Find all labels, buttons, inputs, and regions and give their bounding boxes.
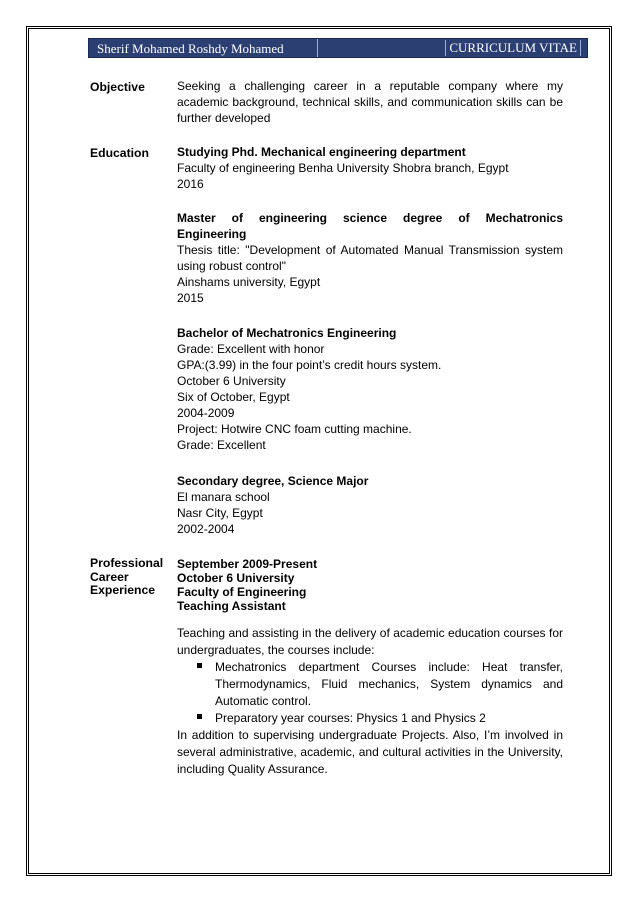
square-bullet-icon (197, 714, 202, 719)
experience-label-line1: Professional (90, 556, 164, 570)
header-bar (88, 38, 588, 58)
bachelor-university: October 6 University (177, 374, 286, 388)
objective-text: Seeking a challenging career in a reputable company where my academic background, technical skills, and communication skills can be further developed (177, 79, 563, 125)
list-item (177, 659, 563, 710)
bachelor-title: Bachelor of Mechatronics Engineering (177, 326, 397, 340)
experience-organization: October 6 University (177, 571, 295, 585)
experience-label-line3: Experience (90, 583, 156, 597)
phd-title: Studying Phd. Mechanical engineering department (177, 145, 466, 159)
education-secondary (177, 473, 563, 537)
education-bachelor (177, 325, 563, 453)
experience-heading (177, 557, 563, 613)
header-name-cell (89, 39, 318, 57)
bachelor-project-grade: Grade: Excellent (177, 438, 266, 452)
phd-institution: Faculty of engineering Benha University Shobra branch, Egypt (177, 161, 509, 175)
experience-faculty: Faculty of Engineering (177, 585, 307, 599)
experience-additional: In addition to supervising undergraduate Projects. Also, I’m involved in several administrative, academic, and cultural activities in the University, including Quality Assurance. (177, 728, 563, 776)
education-master (177, 210, 563, 306)
bachelor-grade: Grade: Excellent with honor (177, 342, 325, 356)
course-item-text: Preparatory year courses: Physics 1 and Physics 2 (215, 711, 486, 725)
section-label-education: Education (90, 146, 149, 160)
bachelor-project: Project: Hotwire CNC foam cutting machine. (177, 422, 412, 436)
phd-year: 2016 (177, 177, 204, 191)
list-item (177, 710, 563, 727)
secondary-years: 2002-2004 (177, 522, 235, 536)
objective-section (177, 78, 563, 126)
master-university: Ainshams university, Egypt (177, 275, 321, 289)
master-year: 2015 (177, 291, 204, 305)
experience-intro: Teaching and assisting in the delivery of academic education courses for undergraduates, the courses include: (177, 626, 563, 657)
candidate-name: Sherif Mohamed Roshdy Mohamed (97, 41, 284, 56)
experience-details (177, 625, 563, 778)
section-label-objective: Objective (90, 80, 145, 94)
master-title-line2: Engineering (177, 227, 247, 241)
secondary-school: El manara school (177, 490, 270, 504)
document-title: CURRICULUM VITAE (445, 40, 581, 56)
course-list (177, 659, 563, 727)
square-bullet-icon (197, 663, 202, 668)
master-title-line1: Master of engineering science degree of Mechatronics (177, 211, 563, 225)
experience-period: September 2009-Present (177, 557, 318, 571)
section-label-experience (90, 557, 163, 598)
bachelor-years: 2004-2009 (177, 406, 235, 420)
secondary-title: Secondary degree, Science Major (177, 474, 369, 488)
education-phd (177, 144, 563, 192)
course-item-text: Mechatronics department Courses include: Heat transfer, Thermodynamics, Fluid mechanics, System dynamics and Automatic control. (215, 660, 563, 708)
experience-position: Teaching Assistant (177, 599, 286, 613)
bachelor-gpa: GPA:(3.99) in the four point’s credit hours system. (177, 358, 442, 372)
experience-label-line2: Career (90, 569, 129, 584)
master-thesis-line2: using robust control" (177, 259, 286, 273)
bachelor-location: Six of October, Egypt (177, 390, 290, 404)
master-thesis-line1: Thesis title: "Development of Automated Manual Transmission system (177, 243, 563, 257)
secondary-location: Nasr City, Egypt (177, 506, 263, 520)
